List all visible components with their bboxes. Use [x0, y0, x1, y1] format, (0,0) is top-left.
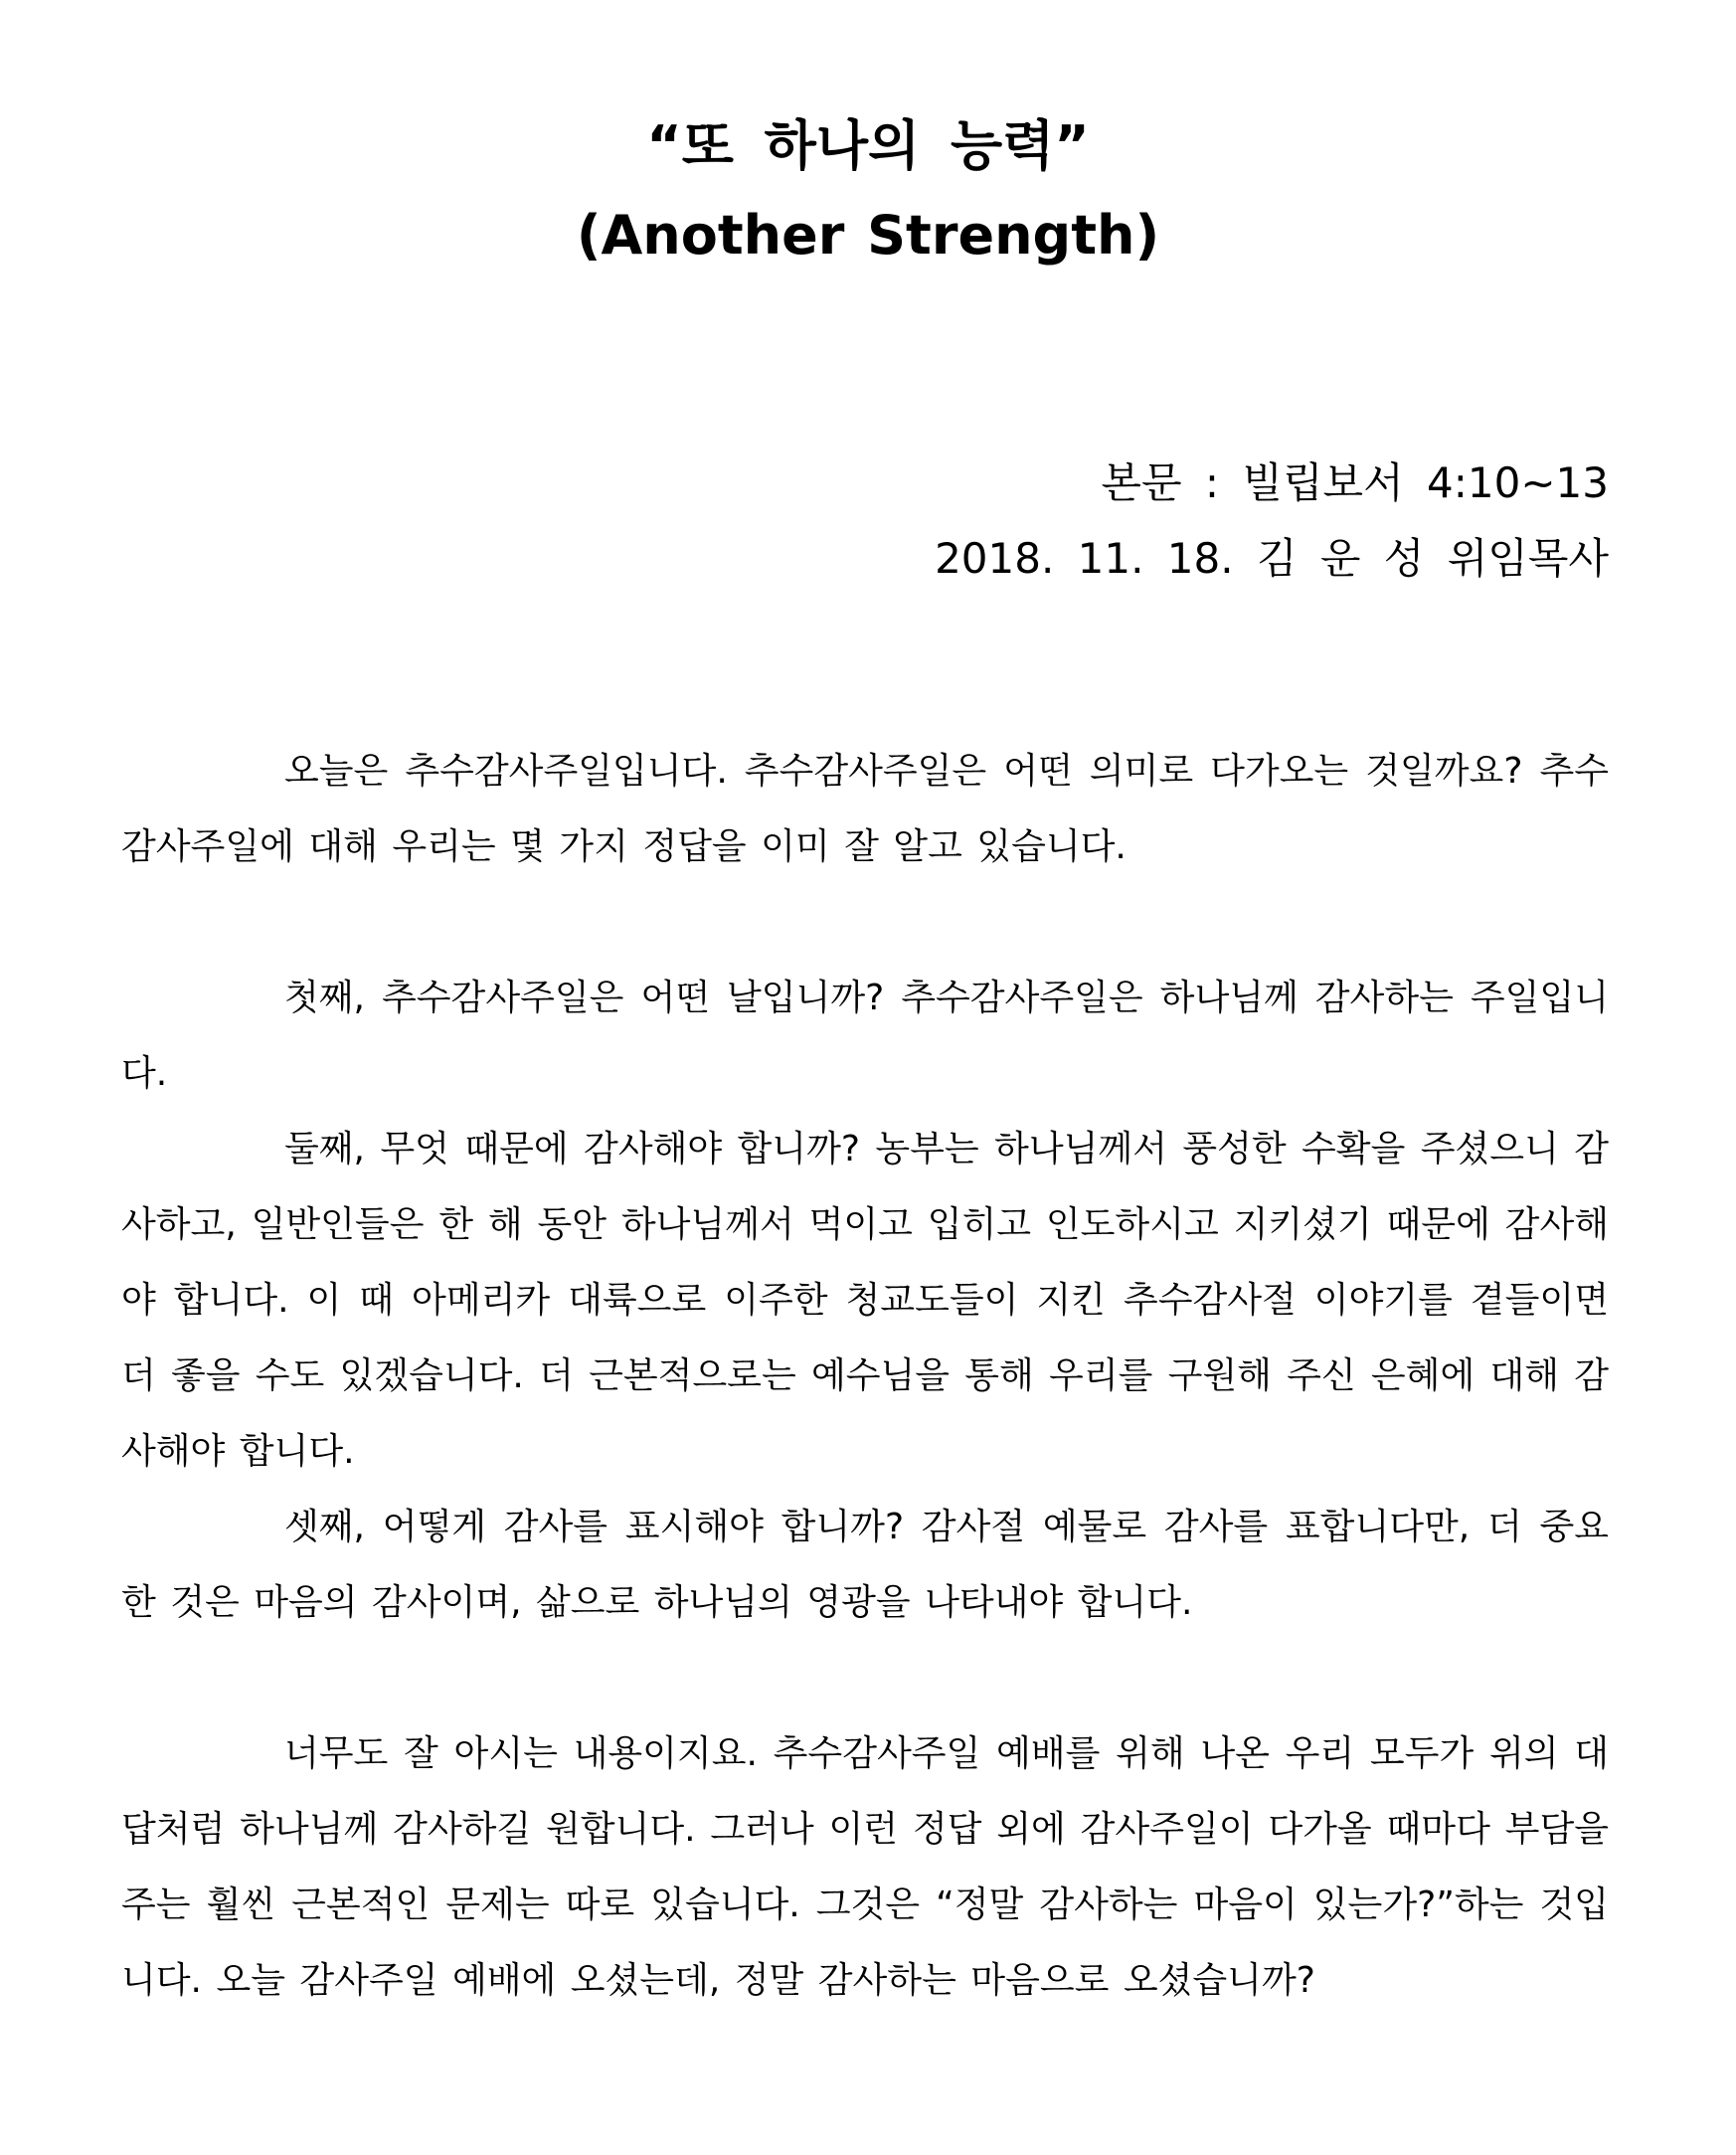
- sermon-title-english: (Another Strength): [576, 204, 1160, 267]
- title-block: [0, 111, 1736, 270]
- paragraph-gap: [121, 1641, 1609, 1716]
- paragraph-closing: 너무도 잘 아시는 내용이지요. 추수감사주일 예배를 위해 나온 우리 모두가 위의 대답처럼 하나님께 감사하길 원합니다. 그러나 이런 정답 외에 감사주일이 다가올 때마다 부담을 주는 훨씬 근본적인 문제는 따로 있습니다. 그것은 “정말 감사하는 마음이 있는가?”하는 것입니다. 오늘 감사주일 예배에 오셨는데, 정말 감사하는 마음으로 오셨습니까?: [121, 1733, 1609, 2001]
- paragraph-third: 셋째, 어떻게 감사를 표시해야 합니까? 감사절 예물로 감사를 표합니다만, 더 중요한 것은 마음의 감사이며, 삶으로 하나님의 영광을 나타내야 합니다.: [121, 1507, 1609, 1623]
- date-and-author: 2018. 11. 18. 김 운 성 위임목사: [935, 534, 1609, 583]
- paragraph-intro: 오늘은 추수감사주일입니다. 추수감사주일은 어떤 의미로 다가오는 것일까요? 추수감사주일에 대해 우리는 몇 가지 정답을 이미 잘 알고 있습니다.: [121, 751, 1609, 867]
- paragraph-second: 둘째, 무엇 때문에 감사해야 합니까? 농부는 하나님께서 풍성한 수확을 주셨으니 감사하고, 일반인들은 한 해 동안 하나님께서 먹이고 입히고 인도하시고 지키셨기 때문에 감사해야 합니다. 이 때 아메리카 대륙으로 이주한 청교도들이 지킨 추수감사절 이야기를 곁들이면 더 좋을 수도 있겠습니다. 더 근본적으로는 예수님을 통해 우리를 구원해 주신 은혜에 대해 감사해야 합니다.: [121, 1129, 1609, 1472]
- paragraph-first: 첫째, 추수감사주일은 어떤 날입니까? 추수감사주일은 하나님께 감사하는 주일입니다.: [121, 978, 1609, 1094]
- paragraph-gap: [121, 885, 1609, 961]
- sermon-title-korean: “또 하나의 능력”: [646, 114, 1090, 177]
- scripture-reference: 본문 : 빌립보서 4:10~13: [1101, 458, 1609, 507]
- sermon-meta: [935, 446, 1609, 597]
- sermon-body: [121, 734, 1609, 2019]
